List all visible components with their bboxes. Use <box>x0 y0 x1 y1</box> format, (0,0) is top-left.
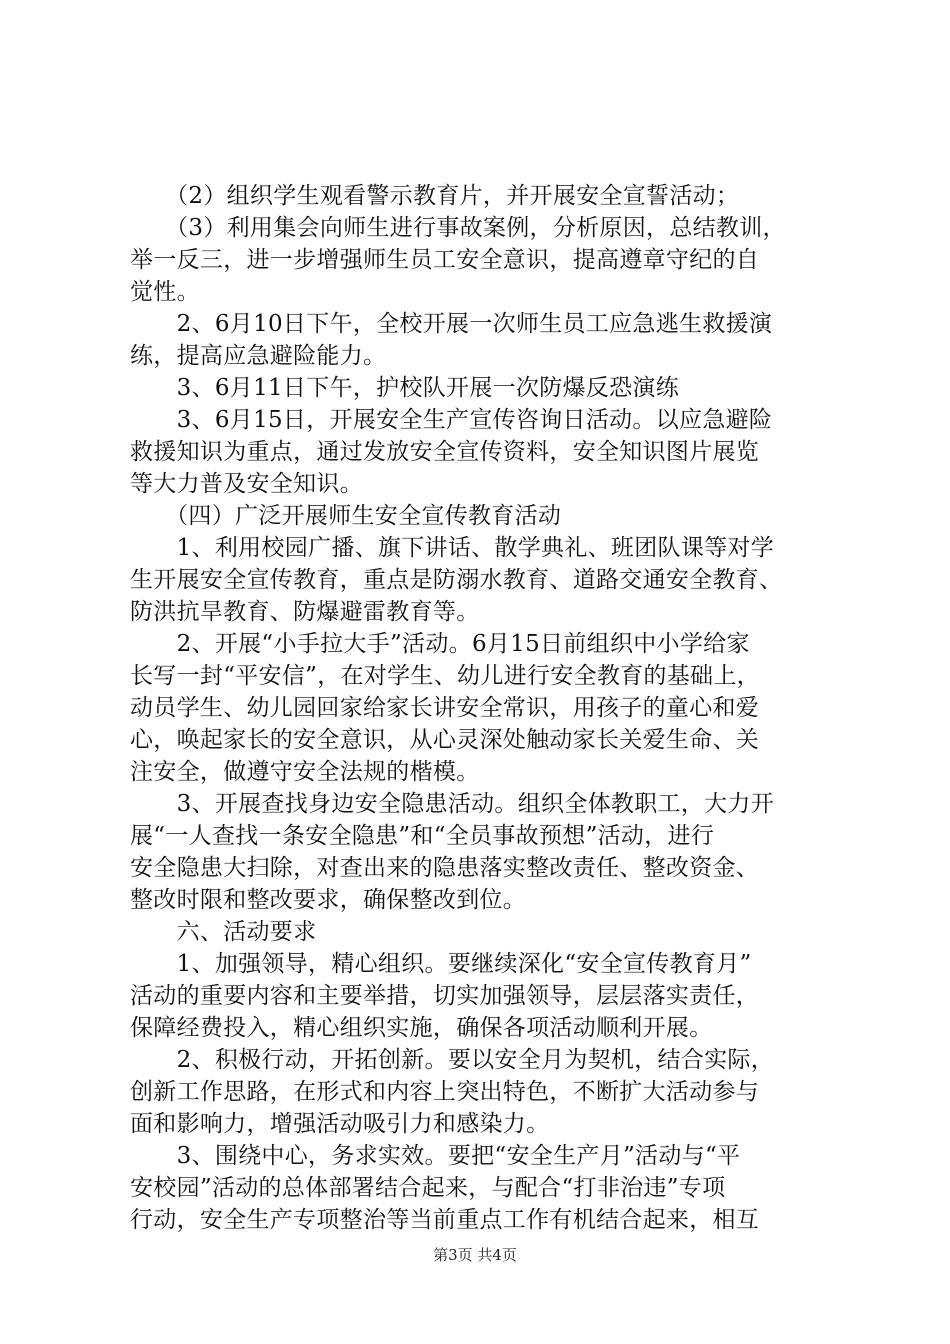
text-line: 长写一封“平安信”，在对学生、幼儿进行安全教育的基础上， <box>130 663 760 689</box>
text-line: 3、6月15日，开展安全生产宣传咨询日活动。以应急避险 <box>130 407 773 433</box>
text-line: 整改时限和整改要求，确保整改到位。 <box>130 887 527 913</box>
text-line: 生开展安全宣传教育，重点是防溺水教育、道路交通安全教育、 <box>130 567 783 593</box>
text-line: 1、利用校园广播、旗下讲话、散学典礼、班团队课等对学 <box>130 535 775 561</box>
text-line: 3、围绕中心，务求实效。要把“安全生产月”活动与“平 <box>130 1143 741 1169</box>
text-line: 动员学生、幼儿园回家给家长讲安全常识，用孩子的童心和爱 <box>130 695 760 721</box>
text-line: 创新工作思路，在形式和内容上突出特色，不断扩大活动参与 <box>130 1079 760 1105</box>
text-line: 心，唤起家长的安全意识，从心灵深处触动家长关爱生命、关 <box>130 727 760 753</box>
text-line: 安校园”活动的总体部署结合起来，与配合“打非治违”专项 <box>130 1175 726 1201</box>
text-line: 活动的重要内容和主要举措，切实加强领导，层层落实责任， <box>130 983 760 1009</box>
text-line: 安全隐患大扫除，对查出来的隐患落实整改责任、整改资金、 <box>130 855 760 881</box>
text-line: 2、6月10日下午，全校开展一次师生员工应急逃生救援演 <box>130 311 773 337</box>
text-line: 等大力普及安全知识。 <box>130 471 363 497</box>
text-line: 展“一人查找一条安全隐患”和“全员事故预想”活动，进行 <box>130 823 715 849</box>
text-line: （3）利用集会向师生进行事故案例，分析原因，总结教训， <box>130 215 786 241</box>
section-heading: （四）广泛开展师生安全宣传教育活动 <box>130 503 562 529</box>
text-line: 救援知识为重点，通过发放安全宣传资料，安全知识图片展览 <box>130 439 760 465</box>
text-line: 保障经费投入，精心组织实施，确保各项活动顺利开展。 <box>130 1015 713 1041</box>
section-heading: 六、活动要求 <box>130 919 317 945</box>
text-line: 举一反三，进一步增强师生员工安全意识，提高遵章守纪的自 <box>130 247 760 273</box>
text-line: 防洪抗旱教育、防爆避雷教育等。 <box>130 599 480 625</box>
text-line: 1、加强领导，精心组织。要继续深化“安全宣传教育月” <box>130 951 752 977</box>
text-line: 2、开展“小手拉大手”活动。6月15日前组织中小学给家 <box>130 631 750 657</box>
text-line: 注安全，做遵守安全法规的楷模。 <box>130 759 480 785</box>
text-line: 行动，安全生产专项整治等当前重点工作有机结合起来，相互 <box>130 1207 760 1233</box>
text-line: （2）组织学生观看警示教育片，并开展安全宣誓活动； <box>130 183 740 209</box>
text-line: 2、积极行动，开拓创新。要以安全月为契机，结合实际， <box>130 1047 775 1073</box>
text-line: 3、开展查找身边安全隐患活动。组织全体教职工，大力开 <box>130 791 775 817</box>
text-line: 面和影响力，增强活动吸引力和感染力。 <box>130 1111 550 1137</box>
text-line: 3、6月11日下午，护校队开展一次防爆反恐演练 <box>130 375 680 401</box>
document-body <box>130 180 830 1236</box>
text-line: 练，提高应急避险能力。 <box>130 343 387 369</box>
page-number-footer: 第3页 共4页 <box>433 1246 517 1264</box>
text-line: 觉性。 <box>130 279 200 305</box>
